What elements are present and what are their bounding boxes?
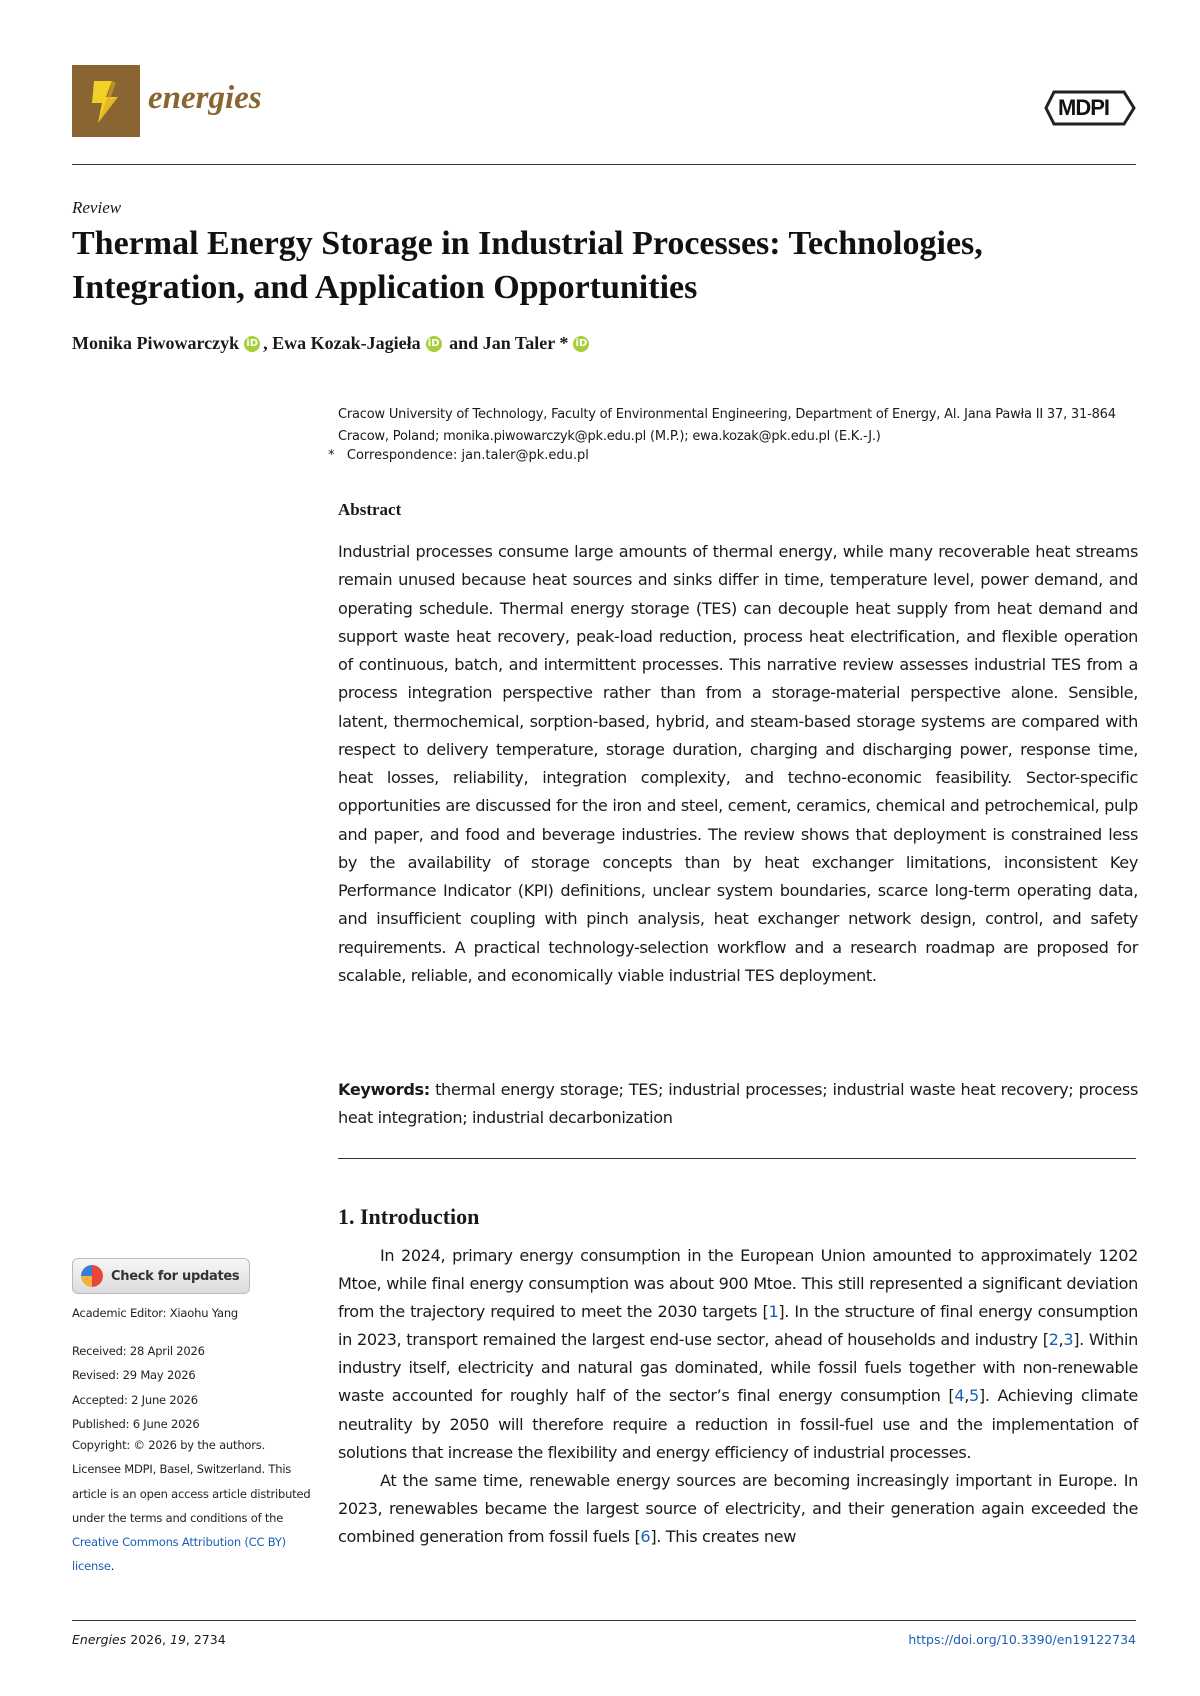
author-list bbox=[72, 333, 592, 354]
check-updates-label: Check for updates bbox=[111, 1268, 240, 1284]
paragraph-text: , bbox=[964, 1386, 970, 1406]
copyright-end: . bbox=[110, 1559, 115, 1574]
correspondence-text[interactable]: Correspondence: jan.taler@pk.edu.pl bbox=[346, 448, 589, 463]
citation-link[interactable]: 6 bbox=[640, 1526, 651, 1546]
orcid-icon[interactable]: iD bbox=[244, 336, 260, 352]
keywords bbox=[338, 1076, 1138, 1132]
doi-link[interactable]: https://doi.org/10.3390/en19122734 bbox=[908, 1632, 1136, 1647]
footer-divider bbox=[72, 1620, 1136, 1621]
mdpi-logo bbox=[1044, 84, 1136, 132]
intro-body bbox=[338, 1242, 1138, 1551]
journal-name: energies bbox=[148, 80, 262, 116]
publication-dates bbox=[72, 1339, 205, 1436]
paragraph-text: ]. In the structure of final energy consumption in 2023, transport remained the largest end-use sector, ahead of households and industry [ bbox=[338, 1302, 1139, 1350]
article-type: Review bbox=[72, 198, 122, 217]
publisher-name: MDPI bbox=[1058, 95, 1109, 120]
paragraph-text: ]. Within industry itself, electricity and natural gas dominated, while fossil fuels together with non-renewable waste accounted for roughly half of the sector’s final energy consumption [ bbox=[338, 1330, 1138, 1406]
paragraph bbox=[338, 1467, 1138, 1551]
citation-link[interactable]: 2 bbox=[1048, 1330, 1059, 1350]
keywords-text: thermal energy storage; TES; industrial processes; industrial waste heat recovery; process heat integration; industrial decarbonization bbox=[338, 1080, 1138, 1127]
copyright-text: Copyright: © 2026 by the authors. Licensee MDPI, Basel, Switzerland. This article is an open access article distributed under the terms and conditions of the bbox=[72, 1438, 311, 1525]
abstract-heading: Abstract bbox=[338, 500, 402, 519]
citation-link[interactable]: 4 bbox=[954, 1386, 965, 1406]
check-for-updates-button[interactable] bbox=[72, 1258, 250, 1294]
citation-link[interactable]: 5 bbox=[969, 1386, 979, 1406]
citation-link[interactable]: 1 bbox=[768, 1302, 779, 1322]
author-separator: and bbox=[444, 333, 483, 353]
keywords-label: Keywords: bbox=[338, 1080, 430, 1099]
check-updates-icon bbox=[81, 1265, 103, 1287]
paragraph-text: At the same time, renewable energy sources are becoming increasingly important in Europe. In 2023, renewables became the largest source of electricity, and their generation again exceeded the combined generation from fossil fuels [ bbox=[338, 1470, 1138, 1546]
date-published: Published: 6 June 2026 bbox=[72, 1416, 200, 1431]
orcid-icon[interactable]: iD bbox=[426, 336, 442, 352]
article-title: Thermal Energy Storage in Industrial Processes: Technologies, Integration, and Application Opportunities bbox=[72, 225, 983, 306]
correspondence bbox=[328, 448, 589, 463]
affiliation: Cracow University of Technology, Faculty of Environmental Engineering, Department of Energy, Al. Jana Pawła II 37, 31-864 Cracow, Poland; monika.piwowarczyk@pk.edu.pl (M.P.); ewa.kozak@pk.edu.pl (E.K.-J.) bbox=[338, 407, 1116, 444]
date-revised: Revised: 29 May 2026 bbox=[72, 1368, 196, 1383]
citation-volume: 19 bbox=[170, 1632, 186, 1647]
section-divider bbox=[338, 1158, 1136, 1159]
paragraph-text: , bbox=[1058, 1330, 1064, 1350]
author-name[interactable]: Jan Taler * bbox=[482, 333, 569, 353]
citation-journal: Energies bbox=[72, 1632, 127, 1647]
orcid-icon[interactable]: iD bbox=[573, 336, 589, 352]
date-accepted: Accepted: 2 June 2026 bbox=[72, 1392, 198, 1407]
paragraph-text: ]. Achieving climate neutrality by 2050 will therefore require a reduction in fossil-fuel use and the implementation of solutions that increase the flexibility and energy efficiency of industrial processes. bbox=[338, 1386, 1138, 1462]
citation-link[interactable]: 3 bbox=[1063, 1330, 1074, 1350]
correspondence-marker: * bbox=[328, 448, 335, 463]
abstract-text: Industrial processes consume large amounts of thermal energy, while many recoverable heat streams remain unused because heat sources and sinks differ in time, temperature level, power demand, and operating schedule. Thermal energy storage (TES) can decouple heat supply from heat demand and support waste heat recovery, peak-load reduction, process heat electrification, and flexible operation of continuous, batch, and intermittent processes. This narrative review assesses industrial TES from a process integration perspective rather than from a storage-material perspective alone. Sensible, latent, thermochemical, sorption-based, hybrid, and steam-based storage systems are compared with respect to delivery temperature, storage duration, charging and discharging power, response time, heat losses, reliability, integration complexity, and techno-economic feasibility. Sector-specific opportunities are discussed for the iron and steel, cement, ceramics, chemical and petrochemical, pulp and paper, and food and beverage industries. The review shows that deployment is constrained less by the availability of storage concepts than by heat exchanger limitations, inconsistent Key Performance Indicator (KPI) definitions, unclear system boundaries, scarce long-term operating data, and insufficient coupling with pinch analysis, heat exchanger network design, control, and safety requirements. A practical technology-selection workflow and a research roadmap are proposed for scalable, reliable, and economically viable industrial TES deployment. bbox=[338, 542, 1138, 985]
paragraph-text: ]. This creates new bbox=[650, 1526, 797, 1546]
section-heading: 1. Introduction bbox=[338, 1204, 480, 1229]
header-divider bbox=[72, 164, 1136, 165]
citation-page: , 2734 bbox=[185, 1632, 226, 1647]
paragraph bbox=[338, 1242, 1138, 1467]
copyright-notice bbox=[72, 1433, 312, 1579]
lightning-bolt-icon bbox=[72, 65, 140, 137]
footer-citation bbox=[72, 1632, 226, 1647]
journal-logo bbox=[72, 65, 140, 137]
license-link[interactable]: Creative Commons Attribution (CC BY) license bbox=[72, 1535, 286, 1574]
author-name[interactable]: Ewa Kozak-Jagieła bbox=[272, 333, 421, 353]
author-separator: , bbox=[263, 333, 273, 353]
academic-editor: Academic Editor: Xiaohu Yang bbox=[72, 1306, 239, 1320]
date-received: Received: 28 April 2026 bbox=[72, 1344, 205, 1358]
paragraph-text: In 2024, primary energy consumption in the European Union amounted to approximately 1202 Mtoe, while final energy consumption was about 900 Mtoe. This still represented a significant deviation from the trajectory required to meet the 2030 targets [ bbox=[338, 1246, 1138, 1322]
citation-year: 2026, bbox=[126, 1632, 170, 1647]
author-name[interactable]: Monika Piwowarczyk bbox=[72, 333, 240, 353]
